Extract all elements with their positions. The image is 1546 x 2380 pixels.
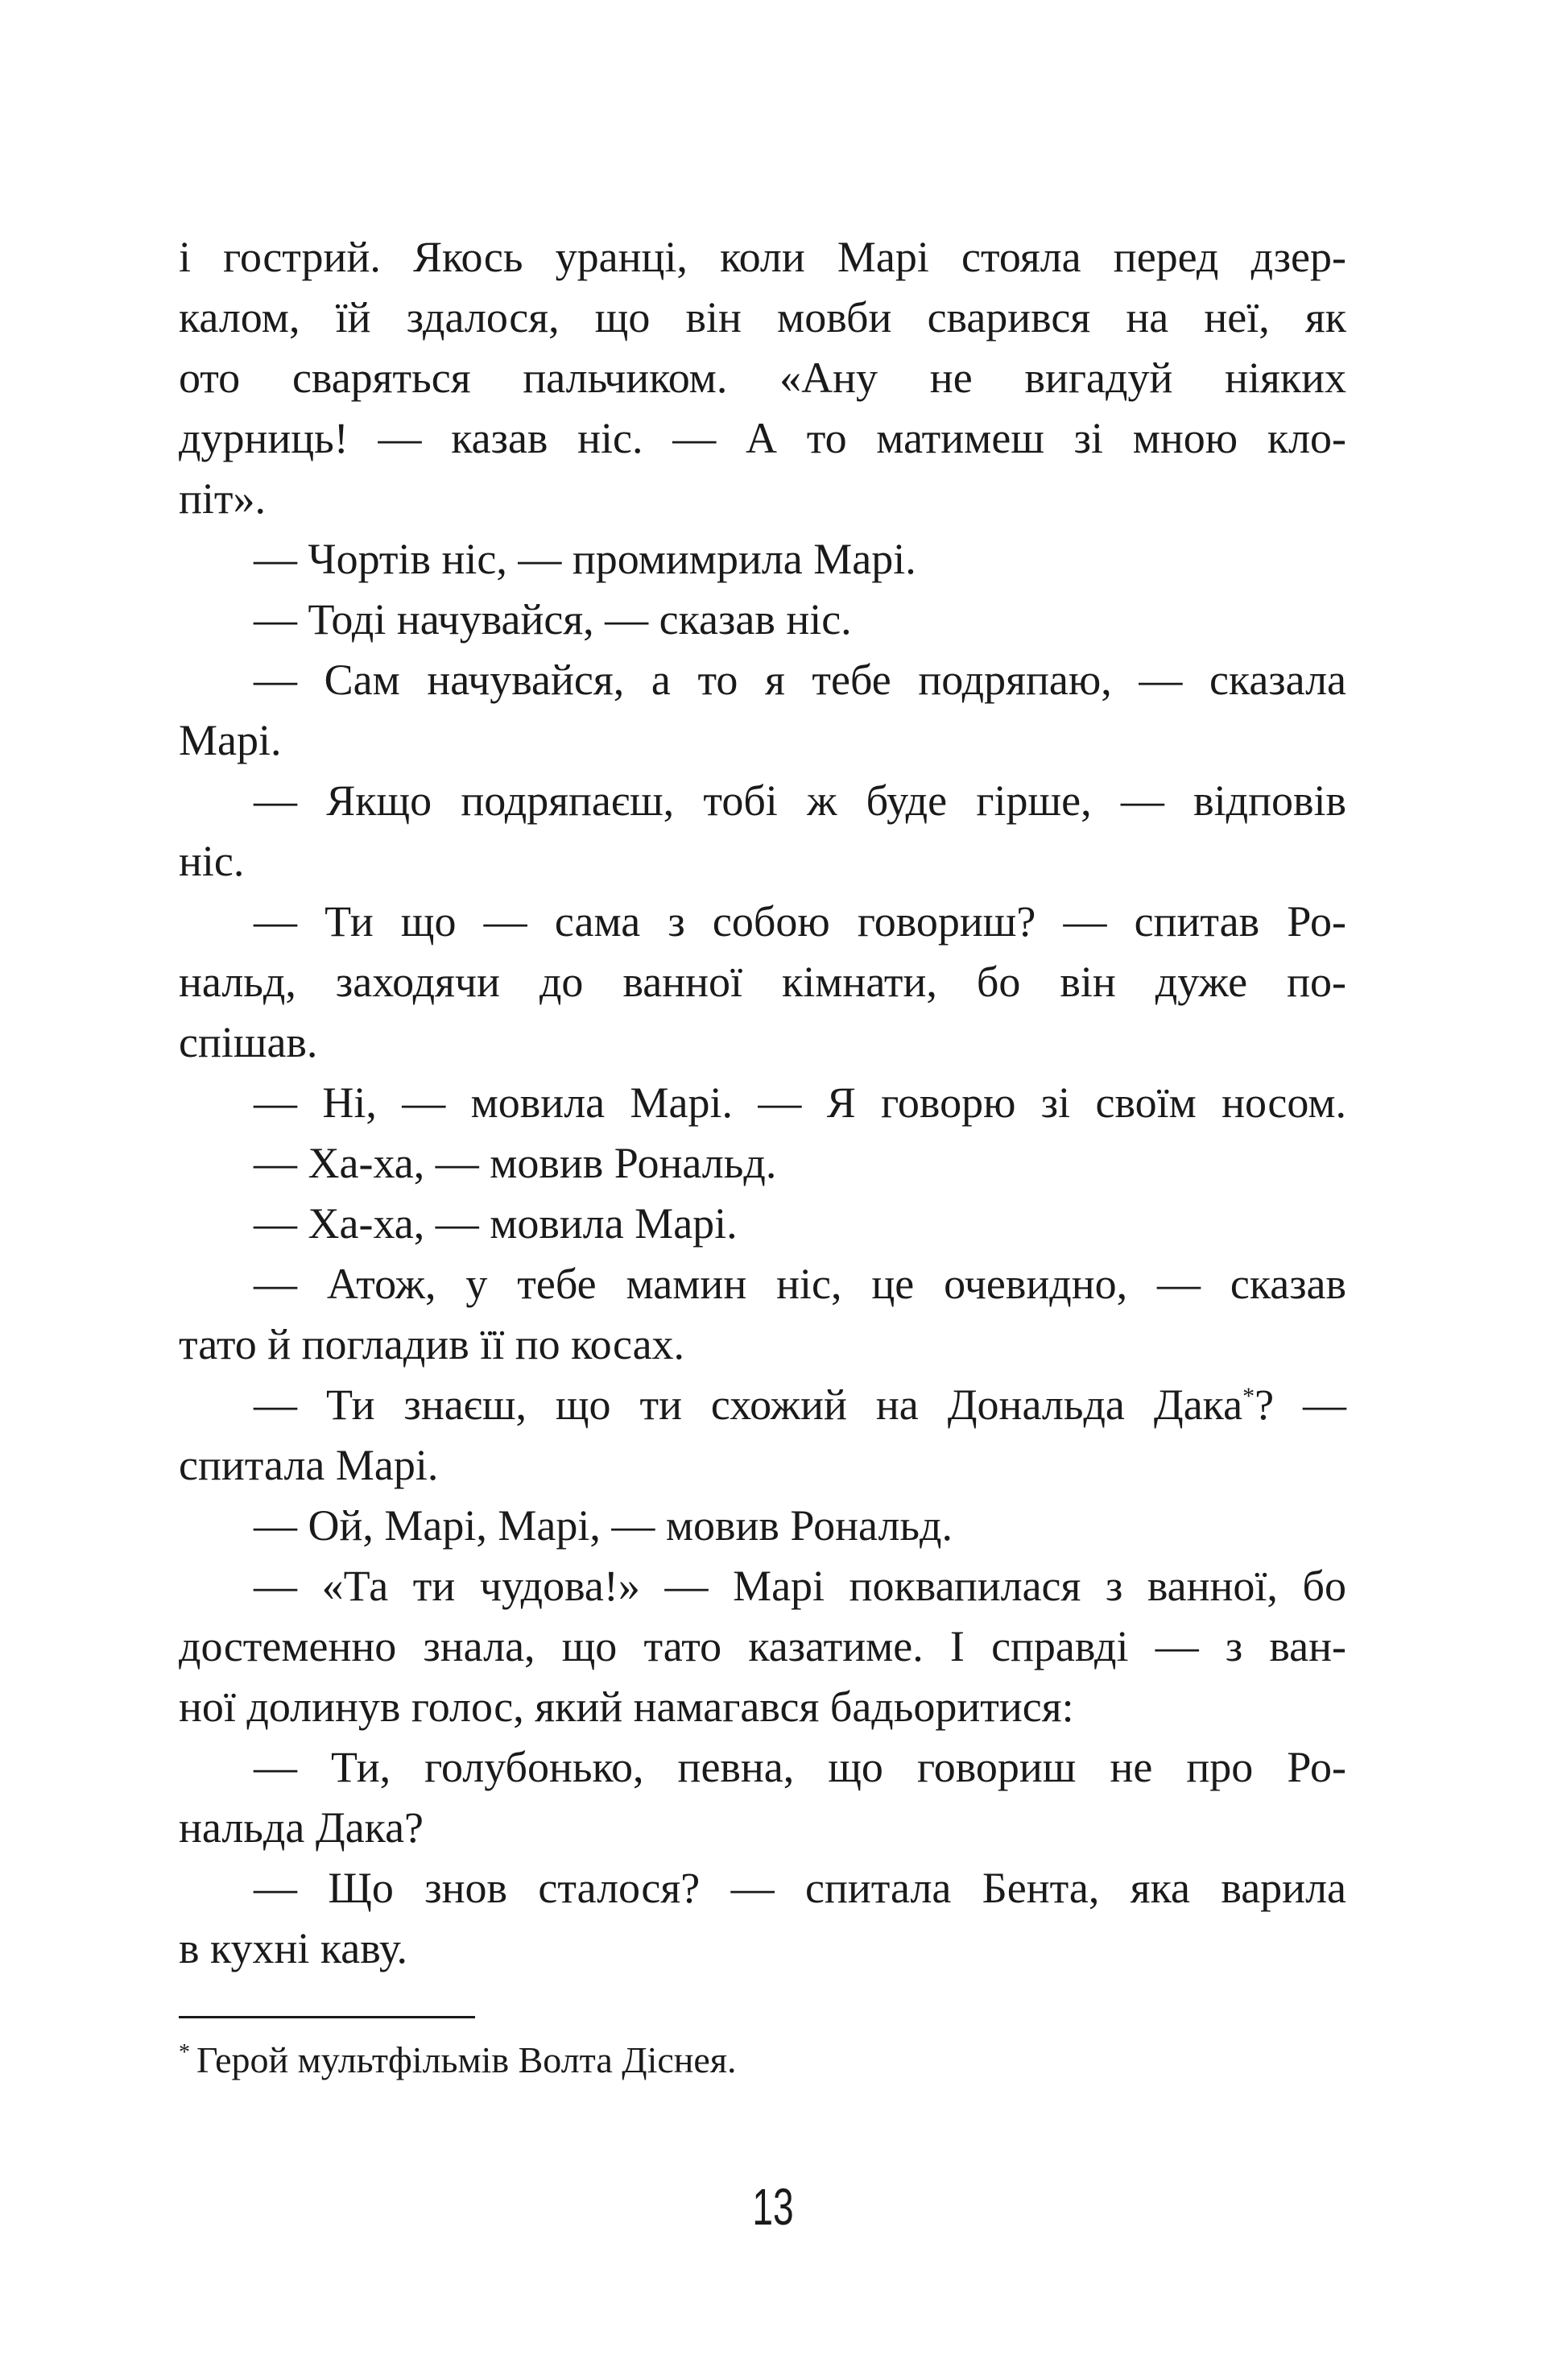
body-text xyxy=(179,227,1346,1979)
text-line xyxy=(179,1133,1346,1194)
text-line xyxy=(179,1858,1346,1918)
text-line xyxy=(179,710,1346,771)
text-line xyxy=(179,469,1346,529)
text-line-content: Марі. xyxy=(179,716,282,764)
text-line-content: дурниць! — казав ніс. — А то матимеш зі мною кло- xyxy=(179,414,1346,462)
text-line xyxy=(179,1677,1346,1737)
footnote-reference: * xyxy=(1242,1383,1255,1409)
footnote-marker: * xyxy=(179,2039,190,2065)
text-line-content: ніс. xyxy=(179,837,245,885)
text-line-content: спішав. xyxy=(179,1018,318,1066)
text-line-content: і гострий. Якось уранці, коли Марі стояла перед дзер- xyxy=(179,233,1346,281)
text-line xyxy=(179,408,1346,469)
text-line-content: — Ти що — сама з собою говориш? — спитав Ро- xyxy=(254,897,1346,946)
text-line-content: — Сам начувайся, а то я тебе подряпаю, — сказала xyxy=(254,656,1346,704)
text-line xyxy=(179,348,1346,408)
footnote-divider xyxy=(179,2016,475,2018)
text-line-content: в кухні каву. xyxy=(179,1924,408,1972)
text-line-content: нальда Дака? xyxy=(179,1803,424,1852)
text-line-content: — Що знов сталося? — спитала Бента, яка варила xyxy=(254,1864,1346,1912)
text-line xyxy=(179,1798,1346,1858)
text-line xyxy=(179,590,1346,650)
text-line-content: — Ти, голубонько, певна, що говориш не про Ро- xyxy=(254,1743,1346,1791)
text-line-content: — Тоді начувайся, — сказав ніс. xyxy=(254,595,852,644)
text-line-content: нальд, заходячи до ванної кімнати, бо він дуже по- xyxy=(179,958,1346,1006)
text-line-content: — Чортів ніс, — промимрила Марі. xyxy=(254,535,916,583)
text-line-content: — Ой, Марі, Марі, — мовив Рональд. xyxy=(254,1501,953,1550)
footnote-text: Герой мультфільмів Волта Діснея. xyxy=(196,2039,737,2080)
text-line-content: достеменно знала, що тато казатиме. І справді — з ван- xyxy=(179,1622,1346,1670)
text-line xyxy=(179,1737,1346,1798)
text-line xyxy=(179,1012,1346,1073)
text-line-content: — Ні, — мовила Марі. — Я говорю зі своїм носом. xyxy=(254,1078,1346,1127)
text-line-tail: ? — xyxy=(1255,1380,1347,1429)
text-line-content: — Ти знаєш, що ти схожий на Дональда Дака xyxy=(254,1380,1243,1429)
text-line xyxy=(179,1375,1346,1435)
text-line xyxy=(179,1556,1346,1616)
text-line-content: ної долинув голос, який намагався бадьоритися: xyxy=(179,1683,1074,1731)
text-line-content: тато й погладив її по косах. xyxy=(179,1320,685,1368)
text-line xyxy=(179,1496,1346,1556)
text-line xyxy=(179,529,1346,590)
page-number: 13 xyxy=(752,2178,794,2236)
text-line-content: — Якщо подряпаєш, тобі ж буде гірше, — відповів xyxy=(254,776,1346,825)
text-line xyxy=(179,288,1346,348)
text-line xyxy=(179,892,1346,952)
text-line-content: калом, їй здалося, що він мовби сварився на неї, як xyxy=(179,293,1346,341)
text-line xyxy=(179,650,1346,710)
text-line xyxy=(179,1918,1346,1979)
text-line xyxy=(179,1616,1346,1677)
text-line xyxy=(179,227,1346,288)
text-line-content: — Ха-ха, — мовила Марі. xyxy=(254,1199,738,1248)
text-line-content: ото сваряться пальчиком. «Ану не вигадуй ніяких xyxy=(179,354,1346,402)
text-line xyxy=(179,1254,1346,1314)
text-line xyxy=(179,831,1346,892)
text-line-content: — Атож, у тебе мамин ніс, це очевидно, — сказав xyxy=(254,1260,1346,1308)
text-line-content: — Ха-ха, — мовив Рональд. xyxy=(254,1139,777,1187)
text-line xyxy=(179,771,1346,831)
text-line xyxy=(179,1314,1346,1375)
text-line xyxy=(179,1435,1346,1496)
text-line-content: піт». xyxy=(179,474,266,523)
text-line xyxy=(179,1194,1346,1254)
footnote xyxy=(179,2036,737,2084)
text-line-content: спитала Марі. xyxy=(179,1441,439,1489)
text-line-content: — «Та ти чудова!» — Марі поквапилася з ванної, бо xyxy=(254,1562,1346,1610)
text-line xyxy=(179,952,1346,1012)
text-line xyxy=(179,1073,1346,1133)
